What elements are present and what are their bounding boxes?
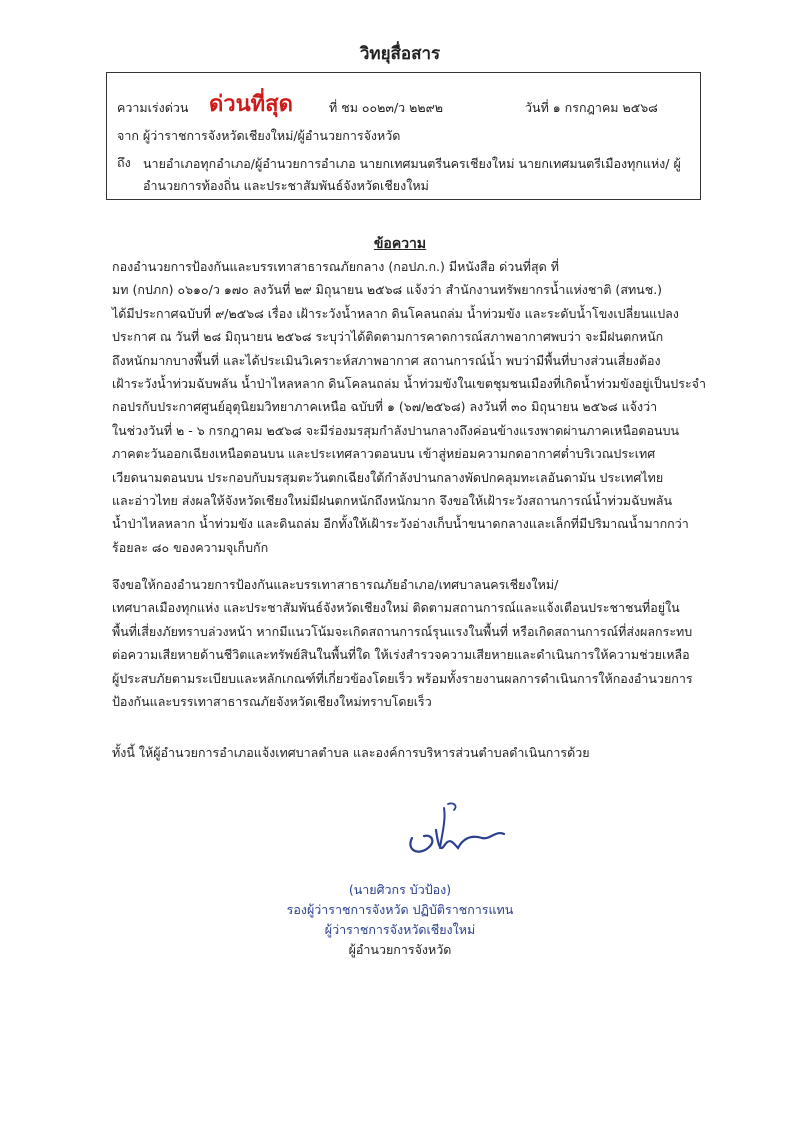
signer-name: (นายศิวกร บัวป้อง) [348, 882, 452, 897]
text-line: ทั้งนี้ ให้ผู้อำนวยการอำเภอแจ้งเทศบาลตำบล และองค์การบริหารส่วนตำบลดำเนินการด้วย [112, 745, 590, 760]
text-line: ต่อความเสียหายด้านชีวิตและทรัพย์สินในพื้นที่ใด ให้เร่งสำรวจความเสียหายและดำเนินการให้ความช่วยเหลือ [112, 647, 690, 663]
paragraph-3 [112, 741, 700, 764]
text-line: เฝ้าระวังน้ำท่วมฉับพลัน น้ำป่าไหลหลาก ดินโคลนถล่ม น้ำท่วมขังในเขตชุมชนเมืองที่เกิดน้ำท่วมขังอยู่เป็นประจำ [112, 376, 707, 392]
to-label: ถึง [117, 155, 131, 170]
text-line: ถึงหนักมากบางพื้นที่ และได้ประเมินวิเคราะห์สภาพอากาศ สถานการณ์น้ำ พบว่ามีพื้นที่บางส่วนเสี่ยงต้อง [112, 352, 661, 368]
text-line: กอปรกับประกาศศูนย์อุตุนิยมวิทยาภาคเหนือ ฉบับที่ ๑ (๖๗/๒๕๖๘) ลงวันที่ ๓๐ มิถุนายน ๒๕๖๘ แจ้งว่า [112, 399, 658, 415]
signer-position: รองผู้ว่าราชการจังหวัด ปฏิบัติราชการแทน [286, 902, 514, 917]
paragraph-1 [112, 255, 707, 559]
text-line: น้ำป่าไหลหลาก น้ำท่วมขัง และดินถล่ม อีกทั้งให้เฝ้าระวังอ่างเก็บน้ำขนาดกลางและเล็กที่มีปริมาณน้ำมากกว่า [112, 516, 689, 532]
section-title: ข้อความ [373, 236, 427, 252]
text-line: ในช่วงวันที่ ๒ - ๖ กรกฎาคม ๒๕๖๘ จะมีร่องมรสุมกำลังปานกลางถึงค่อนข้างแรงพาดผ่านภาคเหนือตอนบน [112, 422, 680, 438]
signature-block [0, 880, 800, 960]
from-line: จาก ผู้ว่าราชการจังหวัดเชียงใหม่/ผู้อำนวยการจังหวัด [117, 128, 401, 143]
text-line: มท (กปภก) ๐๖๑๐/ว ๑๗๐ ลงวันที่ ๒๙ มิถุนายน ๒๕๖๘ แจ้งว่า สำนักงานทรัพยากรน้ำแห่งชาติ (สทนช.) [112, 282, 663, 298]
text-line: ป้องกันและบรรเทาสาธารณภัยจังหวัดเชียงใหม่ทราบโดยเร็ว [112, 694, 432, 710]
reference-number: ที่ ชม ๐๐๒๓/ว ๒๒๙๒ [329, 100, 444, 115]
urgency-value: ด่วนที่สุด [209, 92, 293, 117]
text-line: เวียดนามตอนบน ประกอบกับมรสุมตะวันตกเฉียงใต้กำลังปานกลางพัดปกคลุมทะเลอันดามัน ประเทศไทย [112, 469, 664, 485]
signer-position-2: ผู้ว่าราชการจังหวัดเชียงใหม่ [324, 922, 476, 937]
document-date: วันที่ ๑ กรกฎาคม ๒๕๖๘ [525, 100, 658, 115]
text-line: ร้อยละ ๘๐ ของความจุเก็บกัก [112, 539, 269, 555]
header-box [106, 72, 701, 200]
text-line: พื้นที่เสี่ยงภัยทราบล่วงหน้า หากมีแนวโน้มจะเกิดสถานการณ์รุนแรงในพื้นที่ หรือเกิดสถานการณ์ที่ส่งผลกระทบ [112, 623, 693, 639]
text-line: ประกาศ ณ วันที่ ๒๘ มิถุนายน ๒๕๖๘ ระบุว่าได้ติดตามการคาดการณ์สภาพอากาศพบว่า จะมีฝนตกหนัก [112, 329, 664, 345]
handwritten-signature [392, 790, 532, 870]
text-line: กองอำนวยการป้องกันและบรรเทาสาธารณภัยกลาง (กอปภ.ก.) มีหนังสือ ด่วนที่สุด ที่ [112, 259, 559, 274]
paragraph-2 [112, 573, 700, 713]
text-line: และอ่าวไทย ส่งผลให้จังหวัดเชียงใหม่มีฝนตกหนักถึงหนักมาก จึงขอให้เฝ้าระวังสถานการณ์น้ำท่วมฉับพลัน [112, 493, 673, 509]
text-line: เทศบาลเมืองทุกแห่ง และประชาสัมพันธ์จังหวัดเชียงใหม่ ติดตามสถานการณ์และแจ้งเตือนประชาชนที่อยู่ใน [112, 600, 680, 616]
to-recipients: นายอำเภอทุกอำเภอ/ผู้อำนวยการอำเภอ นายกเทศมนตรีนครเชียงใหม่ นายกเทศมนตรีเมืองทุกแห่ง/ ผู้อำนวยการท้องถิ่น และประชาสัมพันธ์จังหวัดเชียงใหม่ [143, 156, 681, 193]
text-line: ผู้ประสบภัยตามระเบียบและหลักเกณฑ์ที่เกี่ยวข้องโดยเร็ว พร้อมทั้งรายงานผลการดำเนินการให้กองอำนวยการ [112, 670, 693, 686]
urgency-label: ความเร่งด่วน [117, 100, 189, 115]
text-line: ภาคตะวันออกเฉียงเหนือตอนบน และประเทศลาวตอนบน เข้าสู่หย่อมความกดอากาศต่ำบริเวณประเทศ [112, 446, 656, 462]
text-line: จึงขอให้กองอำนวยการป้องกันและบรรเทาสาธารณภัยอำเภอ/เทศบาลนครเชียงใหม่/ [112, 577, 559, 592]
signer-role: ผู้อำนวยการจังหวัด [348, 942, 452, 957]
text-line: ได้มีประกาศฉบับที่ ๙/๒๕๖๘ เรื่อง เฝ้าระวังน้ำหลาก ดินโคลนถล่ม น้ำท่วมขัง และระดับน้ำโขงเปลี่ยนแปลง [112, 305, 679, 321]
document-title: วิทยุสื่อสาร [359, 44, 441, 64]
